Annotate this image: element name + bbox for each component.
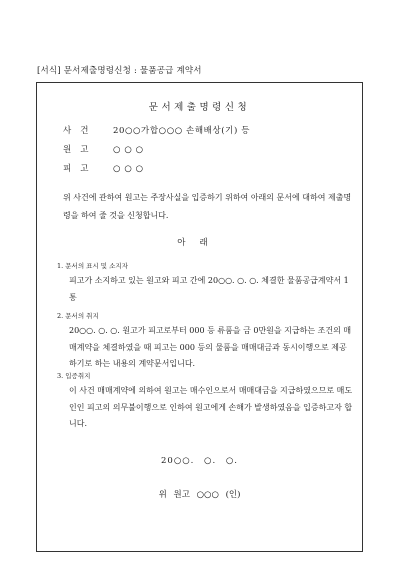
document-title: 문서제출명령신청 xyxy=(148,102,251,113)
case-field xyxy=(63,124,250,136)
section-body-purport: 20○○. ○. ○. 원고가 피고로부터 000 등 류품을 금 0만원을 지급하는 조건의 매매계약을 체결하였을 때 피고는 000 등의 물품을 매매대금과 동시이행으로 제공하기로 하는 내용의 계약문서입니다. xyxy=(69,326,352,368)
defendant-field xyxy=(63,162,144,174)
case-label: 사건 xyxy=(63,126,98,136)
defendant-label: 피고 xyxy=(63,164,98,174)
section-heading-proof: 3. 입증취지 xyxy=(57,372,91,380)
filing-date: 20○○. ○. ○. xyxy=(161,456,238,466)
plaintiff-value: ○ ○ ○ xyxy=(113,145,144,155)
defendant-value: ○ ○ ○ xyxy=(113,164,144,174)
case-value: 20○○가합○○○ 손해배상(기) 등 xyxy=(113,126,251,136)
section-heading-document: 1. 문서의 표시 및 소지자 xyxy=(57,262,128,270)
intro-paragraph: 위 사건에 관하여 원고는 주장사실을 입증하기 위하여 아래의 문서에 대하여 제출명령을 하여 줄 것을 신청합니다. xyxy=(63,193,352,220)
plaintiff-label: 원고 xyxy=(63,145,98,155)
below-heading: 아래 xyxy=(177,238,222,248)
signer-line: 위 원고 ○○○ (인) xyxy=(158,490,241,500)
plaintiff-field xyxy=(63,143,144,155)
section-body-proof: 이 사건 매매계약에 의하여 원고는 매수인으로서 매매대금을 지급하였으므로 매도인인 피고의 의무불이행으로 인하여 원고에게 손해가 발생하였음을 입증하고자 합니다. xyxy=(69,386,353,428)
section-body-document: 피고가 소지하고 있는 원고와 피고 간에 20○○. ○. ○. 체결한 물품공급계약서 1통 xyxy=(69,276,349,302)
section-heading-purport: 2. 문서의 취지 xyxy=(57,312,99,320)
form-label: [서식] 문서제출명령신청 : 물품공급 계약서 xyxy=(37,66,202,76)
document-frame xyxy=(36,82,363,552)
